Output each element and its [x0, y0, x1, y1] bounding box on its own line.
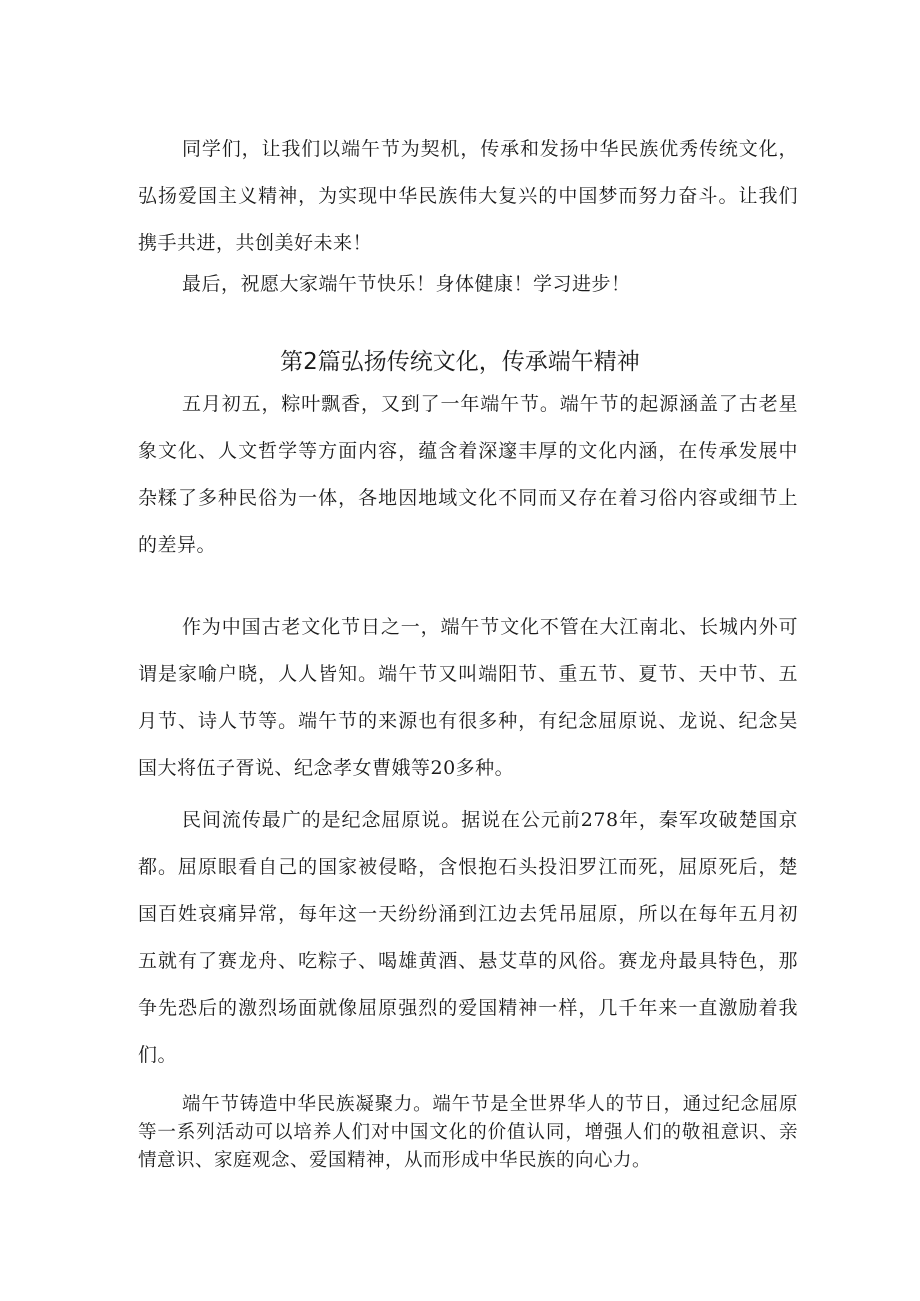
- paragraph-origin: 五月初五，粽叶飘香，又到了一年端午节。端午节的起源涵盖了古老星象文化、人文哲学等方面内容，蕴含着深邃丰厚的文化内涵，在传承发展中杂糅了多种民俗为一体，各地因地域文化不同而又存在着习俗内容或细节上的差异。: [138, 393, 798, 556]
- paragraph-qu-yuan: 民间流传最广的是纪念屈原说。据说在公元前278年，秦军攻破楚国京都。屈原眼看自己的国家被侵略，含恨抱石头投汨罗江而死，屈原死后，楚国百姓哀痛异常，每年这一天纷纷涌到江边去凭吊屈原，所以在每年五月初五就有了赛龙舟、吃粽子、喝雄黄酒、悬艾草的风俗。赛龙舟最具特色，那争先恐后的激烈场面就像屈原强烈的爱国精神一样，几千年来一直激励着我们。: [138, 809, 798, 1066]
- section-title: 第2篇弘扬传统文化，传承端午精神: [280, 349, 640, 375]
- paragraph-closing-wishes: 最后，祝愿大家端午节快乐！身体健康！学习进步！: [182, 273, 631, 295]
- paragraph-names: 作为中国古老文化节日之一，端午节文化不管在大江南北、长城内外可谓是家喻户晓，人人皆知。端午节又叫端阳节、重五节、夏节、天中节、五月节、诗人节等。端午节的来源也有很多种，有纪念屈原说、龙说、纪念吴国大将伍子胥说、纪念孝女曹娥等20多种。: [138, 616, 798, 779]
- paragraph-cohesion: 端午节铸造中华民族凝聚力。端午节是全世界华人的节日，通过纪念屈原等一系列活动可以培养人们对中国文化的价值认同，增强人们的敬祖意识、亲情意识、家庭观念、爱国精神，从而形成中华民族的向心力。: [138, 1094, 798, 1171]
- paragraph-closing-call: 同学们，让我们以端午节为契机，传承和发扬中华民族优秀传统文化，弘扬爱国主义精神，为实现中华民族伟大复兴的中国梦而努力奋斗。让我们携手共进，共创美好未来！: [138, 138, 798, 254]
